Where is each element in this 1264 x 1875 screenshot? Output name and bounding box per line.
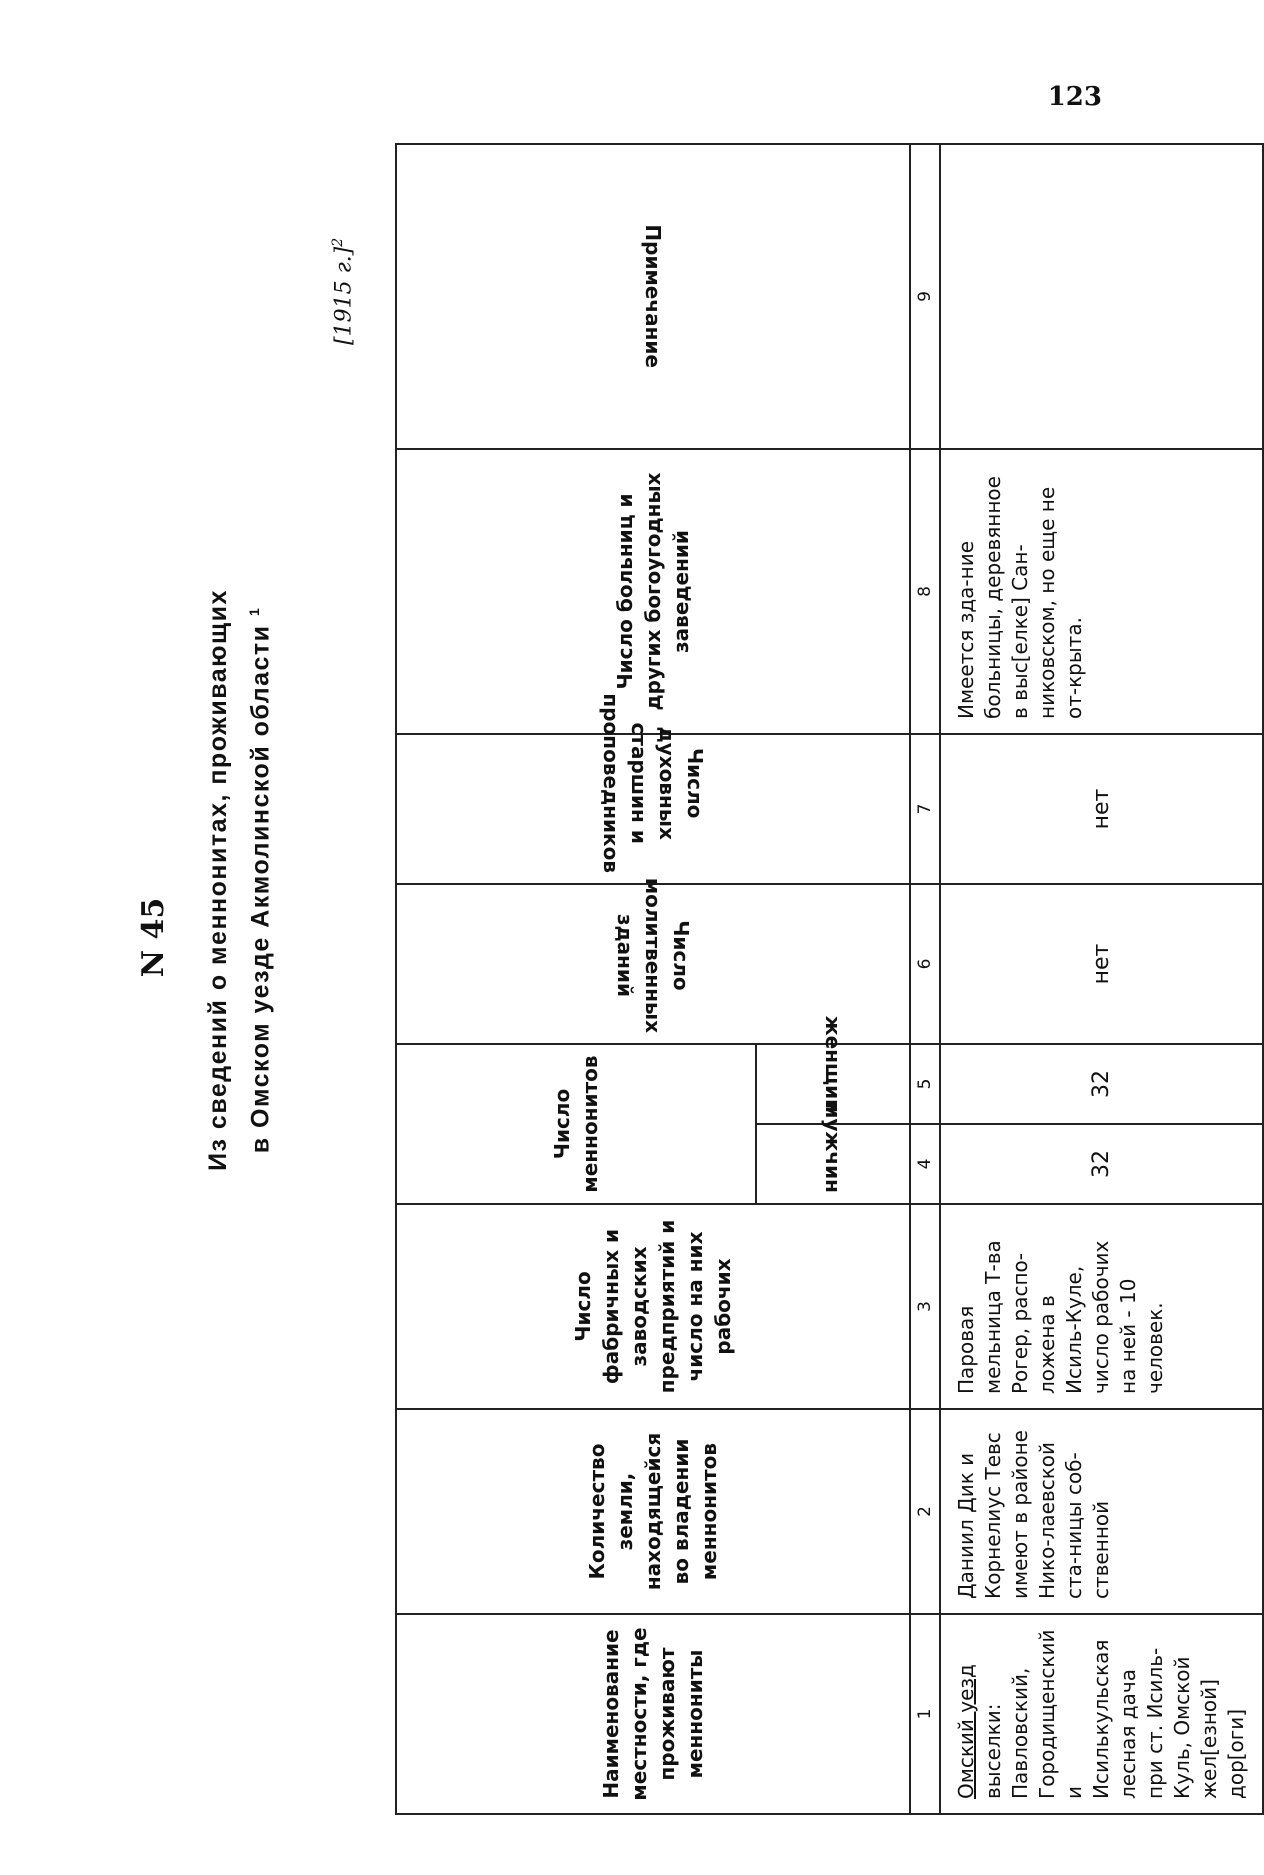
table-row bbox=[940, 144, 1263, 1814]
column-number: 5 bbox=[910, 1044, 940, 1124]
document-date bbox=[330, 238, 356, 345]
header-men-text: мужчин bbox=[821, 1102, 845, 1193]
header-note-text: Примечание bbox=[641, 224, 665, 369]
header-clergy bbox=[396, 693, 910, 884]
header-men bbox=[756, 1102, 910, 1204]
page-number: 123 bbox=[1047, 82, 1102, 112]
cell-factories: Паровая мельница Т-ва Рогер, распо-ложена в Исиль-Куле, число рабочих на ней - 10 человек. bbox=[940, 1204, 1263, 1409]
header-prayer-houses-text: Число молитвенных зданий bbox=[613, 877, 693, 1033]
title-line-2 bbox=[236, 290, 278, 1470]
column-number: 1 bbox=[910, 1614, 940, 1814]
date-text: [1915 г.] bbox=[331, 246, 357, 345]
document-number: N 45 bbox=[136, 897, 171, 978]
mennonite-table bbox=[395, 143, 1264, 1815]
header-mennonites: Число меннонитов bbox=[396, 1044, 756, 1204]
title-footnote-mark: 1 bbox=[246, 606, 262, 617]
cell-men: 32 bbox=[940, 1124, 1263, 1204]
column-numbers-row bbox=[910, 144, 940, 1814]
locality-text: выселки: Павловский, Городищенский и Исилькульская лесная дача при ст. Исиль-Куль, Омской жел[езной] дор[оги] bbox=[981, 1629, 1248, 1799]
title-line-2-text: в Омском уезде Акмолинской области bbox=[246, 624, 275, 1154]
cell-hospitals: Имеется зда-ние больницы, деревянное в выс[елке] Сан-никовском, но еще не от-крыта. bbox=[940, 449, 1263, 734]
header-clergy-text: Число духовных старшин и проповедников bbox=[599, 693, 707, 873]
header-women-text: женщин bbox=[821, 1015, 845, 1113]
header-land: Количество земли, находящейся во владении меннонитов bbox=[396, 1409, 910, 1614]
column-number: 3 bbox=[910, 1204, 940, 1409]
header-note bbox=[396, 144, 910, 449]
column-number: 8 bbox=[910, 449, 940, 734]
cell-women: 32 bbox=[940, 1044, 1263, 1124]
column-number: 2 bbox=[910, 1409, 940, 1614]
cell-prayer-houses: нет bbox=[940, 884, 1263, 1044]
cell-note bbox=[940, 144, 1263, 449]
document-title bbox=[200, 290, 278, 1470]
cell-land: Даниил Дик и Корнелиус Тевс имеют в районе Нико-лаевской ста-ницы соб-ственной bbox=[940, 1409, 1263, 1614]
column-number: 9 bbox=[910, 144, 940, 449]
header-locality: Наименование местности, где проживают меннониты bbox=[396, 1614, 910, 1814]
cell-locality bbox=[940, 1614, 1263, 1814]
title-line-1: Из сведений о меннонитах, проживающих bbox=[204, 589, 232, 1171]
column-number: 4 bbox=[910, 1124, 940, 1204]
cell-clergy: нет bbox=[940, 734, 1263, 884]
column-number: 6 bbox=[910, 884, 940, 1044]
locality-uezd: Омский уезд bbox=[954, 1664, 978, 1799]
column-number: 7 bbox=[910, 734, 940, 884]
date-footnote-mark: 2 bbox=[330, 237, 346, 247]
header-factories: Число фабричных и заводских предприятий и число на них рабочих bbox=[396, 1204, 910, 1409]
header-women bbox=[756, 1015, 910, 1124]
header-hospitals: Число больниц и других богоугодных заведений bbox=[396, 449, 910, 734]
